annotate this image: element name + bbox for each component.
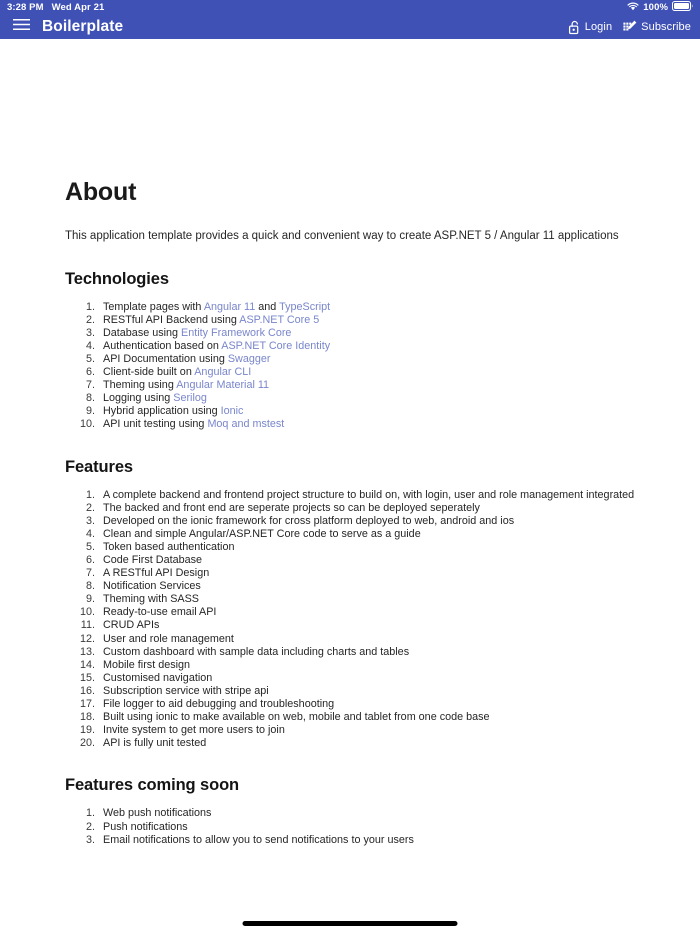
list-item-text: and	[255, 300, 280, 313]
list-item: 1. Web push notifications	[98, 807, 636, 820]
list-item: 8. Notification Services	[98, 580, 636, 593]
technology-link[interactable]: Entity Framework Core	[181, 326, 292, 339]
technology-link[interactable]: ASP.NET Core 5	[239, 313, 320, 326]
page-title: About	[65, 178, 137, 206]
about-page	[0, 39, 700, 847]
list-item: 6. Code First Database	[98, 554, 636, 567]
status-bar-date: Wed Apr 21	[51, 2, 105, 13]
features-list	[65, 489, 636, 751]
technology-link[interactable]: ASP.NET Core Identity	[221, 339, 331, 352]
technology-link[interactable]: Moq and mstest	[207, 418, 285, 431]
list-item: 7. A RESTful API Design	[98, 567, 636, 580]
list-item: 10. Ready-to-use email API	[98, 606, 636, 619]
list-item	[98, 353, 636, 366]
page-intro-text: This application template provides a quick and convenient way to create ASP.NET 5 / Angular 11 applications	[65, 229, 619, 242]
list-item-text: Hybrid application using	[103, 405, 221, 418]
technology-link[interactable]: Angular CLI	[194, 366, 252, 379]
list-item-text: Theming using	[103, 379, 177, 392]
list-item-text: API unit testing using	[103, 418, 208, 431]
app-header	[0, 0, 700, 39]
list-item-text: Database using	[103, 326, 182, 339]
list-item: 3. Email notifications to allow you to send notifications to your users	[98, 834, 636, 847]
login-button-label: Login	[584, 21, 613, 33]
list-item: 13. Custom dashboard with sample data including charts and tables	[98, 646, 636, 659]
status-bar-right	[627, 0, 693, 15]
battery-full-icon	[672, 1, 693, 14]
list-item: 20. API is fully unit tested	[98, 737, 636, 750]
status-bar-left	[0, 2, 104, 13]
list-item-text: Authentication based on	[103, 339, 222, 352]
battery-percent-label: 100%	[643, 2, 668, 13]
list-item	[98, 366, 636, 379]
list-item: 11. CRUD APIs	[98, 619, 636, 632]
features-coming-soon-list	[65, 807, 636, 846]
confirmation-number-icon	[623, 20, 637, 34]
list-item-text: Logging using	[103, 392, 174, 405]
technology-link[interactable]: Serilog	[173, 392, 207, 405]
system-status-bar	[0, 0, 700, 15]
list-item	[98, 392, 636, 405]
toolbar-actions	[568, 20, 700, 35]
list-item: 1. A complete backend and frontend project structure to build on, with login, user and role management integrated	[98, 489, 636, 502]
list-item	[98, 418, 636, 431]
list-item: 5. Token based authentication	[98, 541, 636, 554]
app-toolbar	[0, 15, 700, 39]
list-item-text: Client-side built on	[103, 366, 195, 379]
list-item: 18. Built using ionic to make available on web, mobile and tablet from one code base	[98, 711, 636, 724]
list-item: 4. Clean and simple Angular/ASP.NET Core code to serve as a guide	[98, 528, 636, 541]
page-content	[0, 39, 700, 934]
hamburger-menu-icon	[13, 18, 30, 36]
section-heading-features-coming-soon: Features coming soon	[65, 776, 240, 795]
list-item: 3. Developed on the ionic framework for cross platform deployed to web, android and ios	[98, 515, 636, 528]
lock-open-icon	[568, 20, 581, 35]
list-item: 19. Invite system to get more users to join	[98, 724, 636, 737]
section-heading-features: Features	[65, 457, 133, 476]
list-item	[98, 405, 636, 418]
list-item	[98, 314, 636, 327]
app-title: Boilerplate	[42, 18, 124, 35]
list-item	[98, 340, 636, 353]
technology-link[interactable]: Ionic	[220, 405, 244, 418]
wifi-icon	[627, 2, 639, 14]
subscribe-button-label: Subscribe	[641, 21, 691, 33]
technology-link[interactable]: Angular Material 11	[176, 379, 270, 392]
list-item: 14. Mobile first design	[98, 659, 636, 672]
list-item: 9. Theming with SASS	[98, 593, 636, 606]
list-item: 2. Push notifications	[98, 821, 636, 834]
list-item	[98, 301, 636, 314]
list-item: 2. The backed and front end are seperate projects so can be deployed seperately	[98, 502, 636, 515]
section-heading-technologies: Technologies	[65, 269, 169, 288]
list-item: 17. File logger to aid debugging and troubleshooting	[98, 698, 636, 711]
list-item-text: API Documentation using	[103, 352, 228, 365]
technology-link[interactable]: Swagger	[227, 352, 271, 365]
list-item	[98, 379, 636, 392]
status-bar-time: 3:28 PM	[7, 2, 44, 13]
technology-link[interactable]: Angular 11	[203, 300, 256, 313]
list-item: 12. User and role management	[98, 633, 636, 646]
technology-link[interactable]: TypeScript	[279, 300, 331, 313]
list-item-text: RESTful API Backend using	[103, 313, 240, 326]
list-item: 16. Subscription service with stripe api	[98, 685, 636, 698]
list-item	[98, 327, 636, 340]
subscribe-button[interactable]	[623, 20, 691, 34]
home-indicator[interactable]	[243, 921, 458, 926]
menu-button[interactable]	[6, 15, 36, 39]
login-button[interactable]	[568, 20, 612, 35]
list-item-text: Template pages with	[103, 300, 204, 313]
technologies-list	[65, 301, 636, 432]
list-item: 15. Customised navigation	[98, 672, 636, 685]
